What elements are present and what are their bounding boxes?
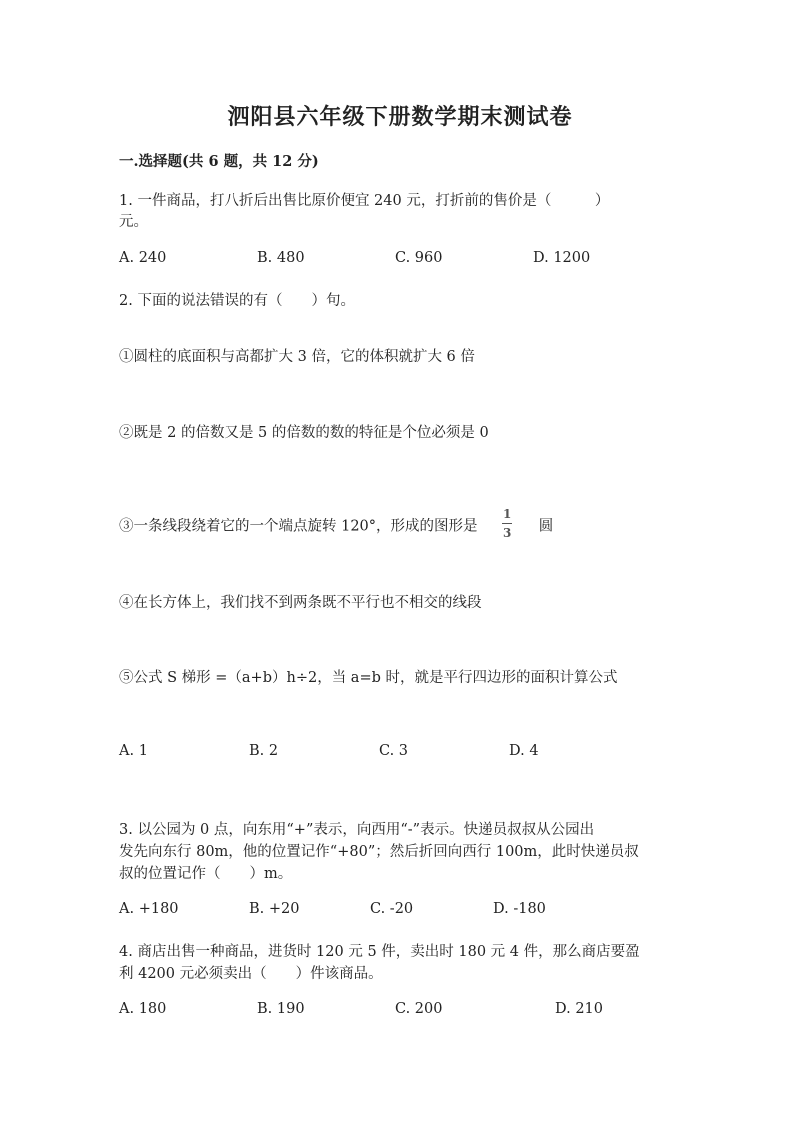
q2-option-d: D. 4 [509,743,539,759]
q3-stem-line2: 发先向东行 80m，他的位置记作“+80”；然后折回向西行 100m，此时快递员叔 [119,844,639,860]
q2-stem: 2. 下面的说法错误的有（ ）句。 [119,293,355,309]
q1-option-c: C. 960 [395,250,443,266]
q4-stem-line2: 利 4200 元必须卖出（ ）件该商品。 [119,966,383,982]
q2-statement-2: ②既是 2 的倍数又是 5 的倍数的数的特征是个位必须是 0 [119,425,489,441]
q2-statement-5: ⑤公式 S 梯形 =（a+b）h÷2，当 a=b 时，就是平行四边形的面积计算公式 [119,670,618,686]
q4-option-c: C. 200 [395,1001,443,1017]
q1-stem-line1: 1. 一件商品，打八折后出售比原价便宜 240 元，打折前的售价是（ ） [119,193,610,209]
q3-option-b: B. +20 [249,901,300,917]
q2-statement-3-suffix: 圆 [538,518,554,535]
q2-option-c: C. 3 [379,743,409,759]
q4-option-d: D. 210 [555,1001,604,1017]
q1-option-b: B. 480 [257,250,305,266]
q2-statement-3 [119,507,554,543]
q3-option-d: D. -180 [493,901,546,917]
q1-stem-line2: 元。 [119,214,148,230]
q2-option-a: A. 1 [119,743,148,759]
fraction-bar [502,523,512,524]
q2-statement-3-text: ③一条线段绕着它的一个端点旋转 120°，形成的图形是 [119,518,478,535]
q1-option-a: A. 240 [119,250,167,266]
page-title: 泗阳县六年级下册数学期末测试卷 [227,104,573,130]
q4-option-a: A. 180 [119,1001,167,1017]
q1-option-d: D. 1200 [533,250,591,266]
fraction-one-third [502,507,512,540]
q3-stem-line3: 叔的位置记作（ ）m。 [119,866,293,882]
section-heading: 一.选择题(共 6 题，共 12 分) [119,153,319,170]
q2-option-b: B. 2 [249,743,279,759]
q3-option-c: C. -20 [370,901,414,917]
fraction-numerator: 1 [502,507,512,521]
q2-statement-4: ④在长方体上，我们找不到两条既不平行也不相交的线段 [119,595,482,611]
q3-stem-line1: 3. 以公园为 0 点，向东用“+”表示，向西用“-”表示。快递员叔叔从公园出 [119,822,595,838]
q2-statement-1: ①圆柱的底面积与高都扩大 3 倍，它的体积就扩大 6 倍 [119,349,475,365]
q3-option-a: A. +180 [119,901,179,917]
fraction-denominator: 3 [502,526,512,540]
q4-option-b: B. 190 [257,1001,305,1017]
q4-stem-line1: 4. 商店出售一种商品，进货时 120 元 5 件，卖出时 180 元 4 件，那么商店要盈 [119,944,640,960]
